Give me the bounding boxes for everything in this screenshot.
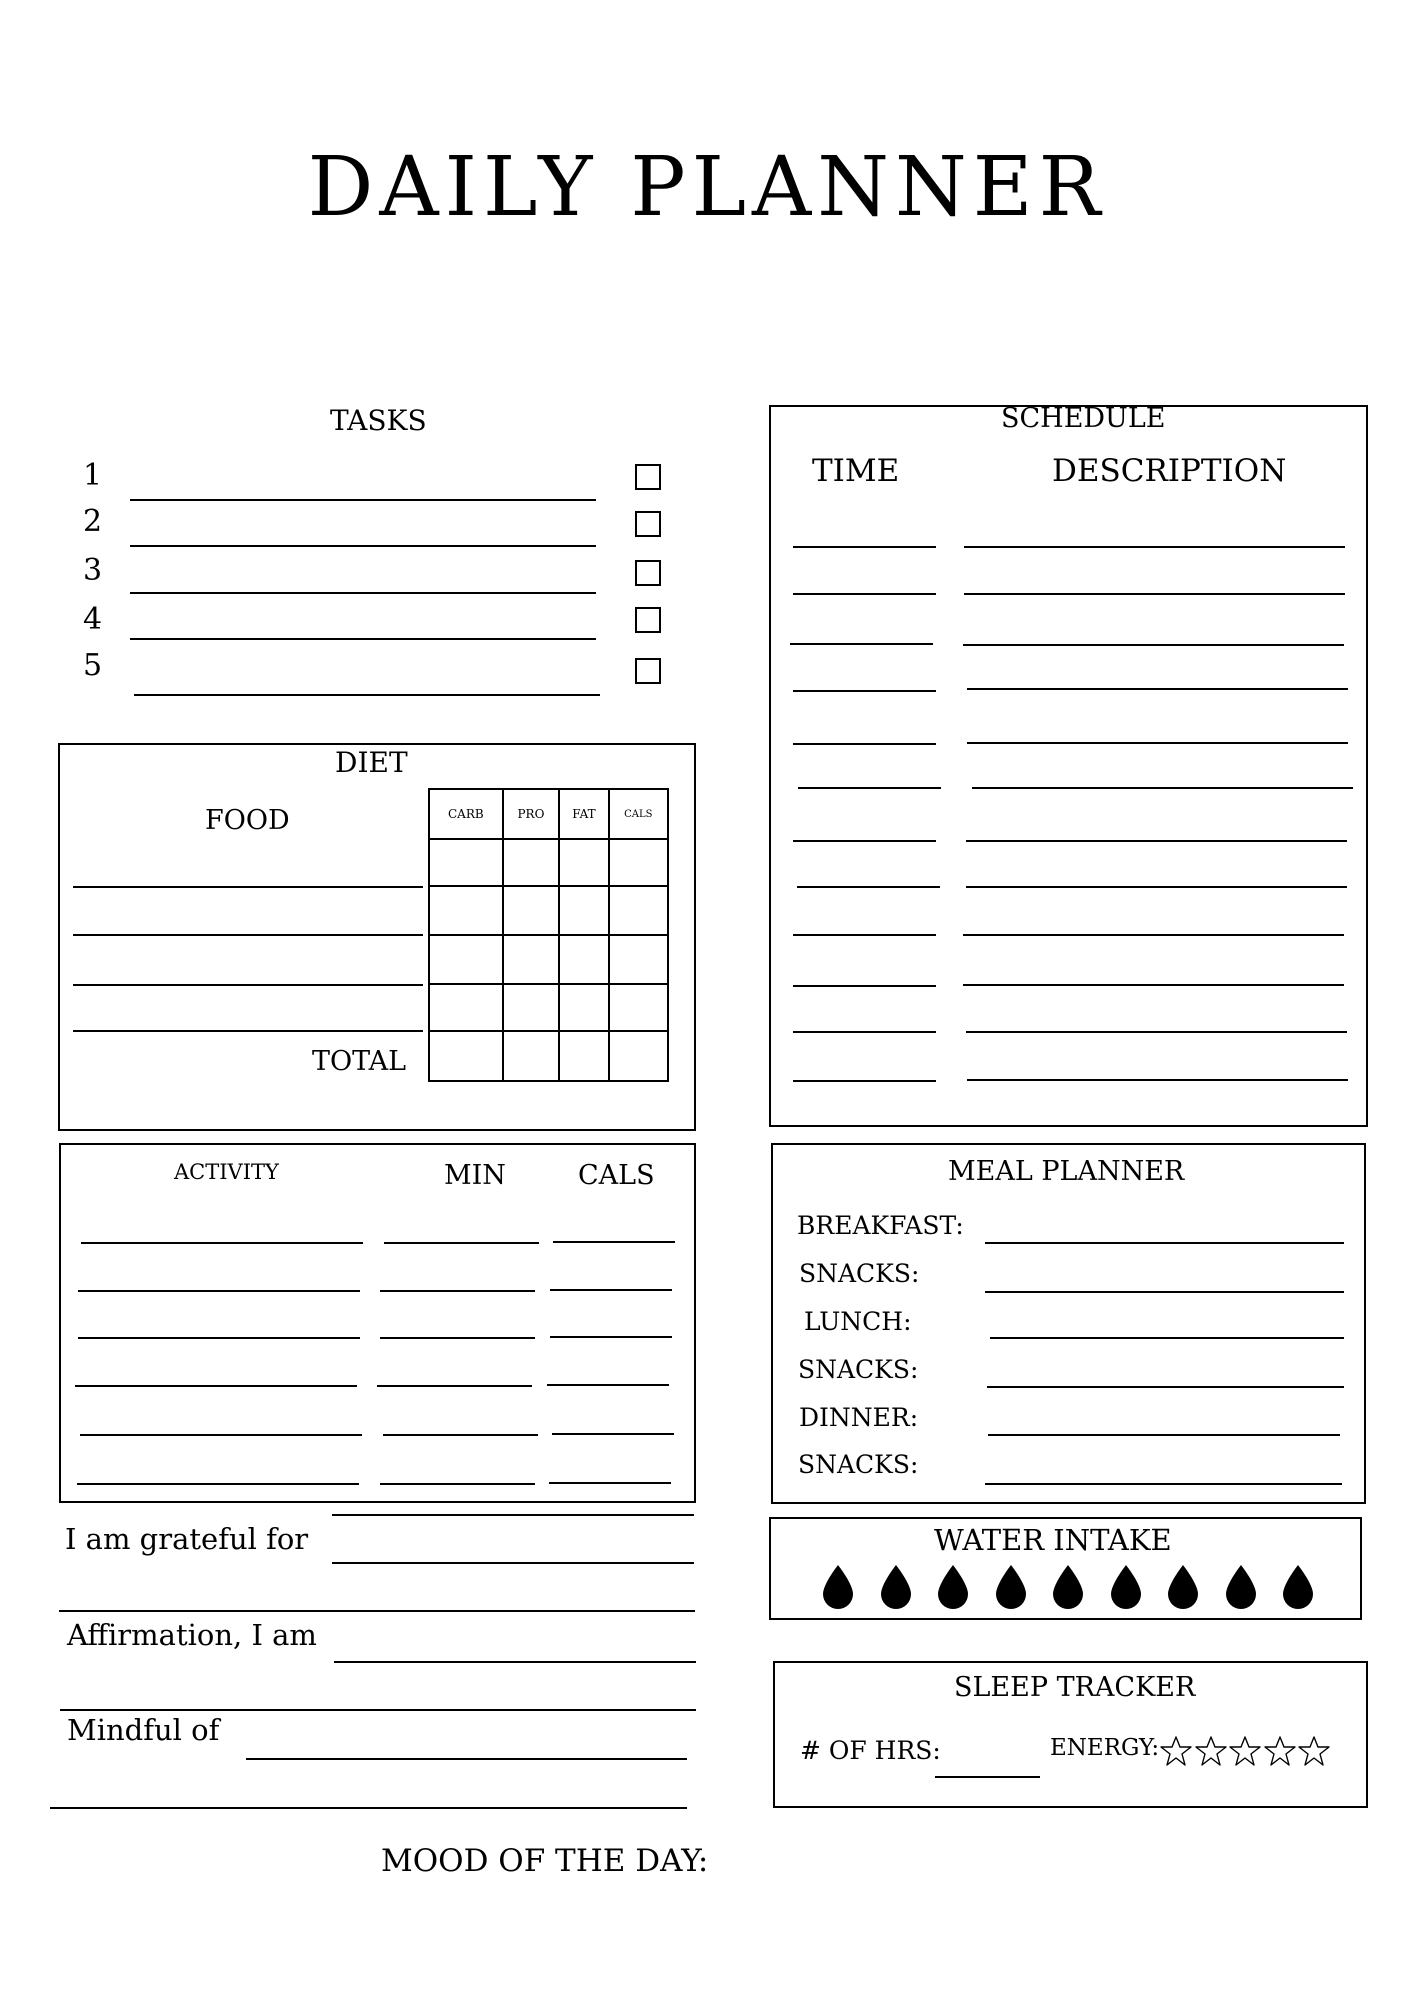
time-line[interactable]	[793, 840, 936, 842]
macro-cell[interactable]	[429, 984, 503, 1031]
description-line[interactable]	[967, 742, 1348, 744]
task-number: 3	[83, 553, 103, 588]
macro-cell[interactable]	[503, 839, 560, 886]
affirmation-line[interactable]	[60, 1709, 696, 1711]
macro-cell[interactable]	[609, 839, 668, 886]
tasks-heading: TASKS	[330, 404, 427, 437]
food-line[interactable]	[73, 984, 423, 986]
star-outline-icon[interactable]	[1298, 1735, 1330, 1771]
task-line[interactable]	[134, 694, 600, 696]
grateful-line[interactable]	[332, 1562, 694, 1564]
meal-label: DINNER:	[799, 1403, 919, 1432]
task-checkbox[interactable]	[635, 511, 661, 537]
macro-cell[interactable]	[429, 839, 503, 886]
sleep-tracker-heading: SLEEP TRACKER	[954, 1672, 1196, 1703]
macro-header-cell	[609, 789, 668, 839]
star-outline-icon[interactable]	[1160, 1735, 1192, 1771]
time-line[interactable]	[793, 934, 936, 936]
food-line[interactable]	[73, 886, 423, 888]
star-outline-icon[interactable]	[1195, 1735, 1227, 1771]
description-line[interactable]	[964, 593, 1345, 595]
description-line[interactable]	[966, 840, 1347, 842]
macro-cell[interactable]	[559, 984, 608, 1031]
pro-label: PRO	[517, 807, 545, 821]
time-line[interactable]	[793, 1080, 936, 1082]
time-line[interactable]	[793, 1031, 936, 1033]
task-checkbox[interactable]	[635, 658, 661, 684]
min-line[interactable]	[380, 1290, 535, 1292]
meal-planner-heading: MEAL PLANNER	[948, 1156, 1185, 1187]
description-line[interactable]	[963, 644, 1344, 646]
activity-line[interactable]	[75, 1385, 357, 1387]
activity-box	[59, 1143, 696, 1503]
time-line[interactable]	[790, 643, 933, 645]
time-line[interactable]	[793, 593, 936, 595]
schedule-box	[769, 405, 1368, 1127]
water-drop-icon[interactable]	[1109, 1564, 1143, 1614]
time-line[interactable]	[793, 546, 936, 548]
description-line[interactable]	[972, 787, 1353, 789]
task-line[interactable]	[130, 499, 596, 501]
mindful-label: Mindful of	[67, 1713, 220, 1747]
hours-line[interactable]	[935, 1776, 1040, 1778]
grateful-label: I am grateful for	[65, 1522, 309, 1556]
water-drop-icon[interactable]	[1281, 1564, 1315, 1614]
meal-line[interactable]	[985, 1483, 1342, 1485]
cals-label: CALS	[578, 1160, 655, 1191]
water-drop-icon[interactable]	[1166, 1564, 1200, 1614]
water-drop-icon[interactable]	[879, 1564, 913, 1614]
task-line[interactable]	[130, 638, 596, 640]
star-outline-icon[interactable]	[1229, 1735, 1261, 1771]
cals-line[interactable]	[552, 1433, 674, 1435]
macro-total-cell[interactable]	[429, 1031, 503, 1081]
description-line[interactable]	[963, 934, 1344, 936]
activity-line[interactable]	[80, 1434, 362, 1436]
min-line[interactable]	[383, 1434, 538, 1436]
time-line[interactable]	[797, 886, 940, 888]
page-title: DAILY PLANNER	[307, 140, 1107, 235]
meal-line[interactable]	[990, 1337, 1344, 1339]
activity-line[interactable]	[77, 1483, 359, 1485]
time-line[interactable]	[793, 985, 936, 987]
macro-cell[interactable]	[503, 984, 560, 1031]
macro-header-cell	[429, 789, 503, 839]
description-line[interactable]	[966, 1031, 1347, 1033]
task-number: 5	[83, 648, 103, 683]
water-drop-icon[interactable]	[994, 1564, 1028, 1614]
meal-line[interactable]	[985, 1242, 1344, 1244]
cals-label: CALS	[624, 808, 653, 820]
food-line[interactable]	[73, 1030, 423, 1032]
meal-label: BREAKFAST:	[797, 1211, 964, 1240]
macro-table	[428, 788, 669, 1082]
meal-label: LUNCH:	[804, 1307, 912, 1336]
cals-line[interactable]	[547, 1384, 669, 1386]
task-line[interactable]	[130, 592, 596, 594]
time-line[interactable]	[793, 690, 936, 692]
cals-line[interactable]	[550, 1336, 672, 1338]
cals-line[interactable]	[553, 1241, 675, 1243]
water-drop-icon[interactable]	[936, 1564, 970, 1614]
task-number: 4	[83, 602, 103, 637]
description-label: DESCRIPTION	[1052, 453, 1287, 489]
task-checkbox[interactable]	[635, 464, 661, 490]
macro-cell[interactable]	[609, 886, 668, 935]
time-line[interactable]	[798, 787, 941, 789]
meal-label: SNACKS:	[798, 1355, 919, 1384]
total-label: TOTAL	[312, 1046, 407, 1077]
grateful-line[interactable]	[332, 1514, 694, 1516]
task-number: 2	[83, 504, 103, 539]
min-line[interactable]	[380, 1337, 535, 1339]
mindful-line[interactable]	[50, 1807, 687, 1809]
min-line[interactable]	[377, 1385, 532, 1387]
task-checkbox[interactable]	[635, 607, 661, 633]
fat-label: FAT	[572, 807, 596, 821]
macro-cell[interactable]	[609, 984, 668, 1031]
diet-heading: DIET	[335, 746, 408, 779]
meal-line[interactable]	[985, 1291, 1344, 1293]
meal-label: SNACKS:	[798, 1450, 919, 1479]
description-line[interactable]	[967, 688, 1348, 690]
mindful-line[interactable]	[246, 1758, 687, 1760]
macro-total-cell[interactable]	[503, 1031, 560, 1081]
task-line[interactable]	[130, 545, 596, 547]
cals-line[interactable]	[549, 1482, 671, 1484]
water-drop-icon[interactable]	[821, 1564, 855, 1614]
energy-label: ENERGY:	[1050, 1735, 1160, 1761]
min-line[interactable]	[384, 1242, 539, 1244]
grateful-line[interactable]	[59, 1610, 695, 1612]
activity-line[interactable]	[81, 1242, 363, 1244]
macro-cell[interactable]	[559, 935, 608, 984]
macro-cell[interactable]	[559, 886, 608, 935]
meal-label: SNACKS:	[799, 1259, 920, 1288]
star-outline-icon[interactable]	[1264, 1735, 1296, 1771]
food-line[interactable]	[73, 934, 423, 936]
food-label: FOOD	[205, 805, 290, 836]
task-checkbox[interactable]	[635, 560, 661, 586]
cals-line[interactable]	[550, 1289, 672, 1291]
affirmation-label: Affirmation, I am	[67, 1618, 317, 1652]
macro-cell[interactable]	[429, 935, 503, 984]
description-line[interactable]	[964, 546, 1345, 548]
macro-header-cell	[559, 789, 608, 839]
meal-line[interactable]	[987, 1386, 1344, 1388]
macro-cell[interactable]	[429, 886, 503, 935]
time-label: TIME	[812, 453, 900, 489]
task-number: 1	[83, 458, 103, 493]
water-drop-icon[interactable]	[1051, 1564, 1085, 1614]
macro-cell[interactable]	[503, 886, 560, 935]
water-drop-icon[interactable]	[1224, 1564, 1258, 1614]
macro-cell[interactable]	[503, 935, 560, 984]
description-line[interactable]	[966, 886, 1347, 888]
time-line[interactable]	[793, 743, 936, 745]
activity-line[interactable]	[78, 1290, 360, 1292]
mood-label: MOOD OF THE DAY:	[381, 1843, 709, 1879]
activity-line[interactable]	[78, 1337, 360, 1339]
macro-total-cell[interactable]	[559, 1031, 608, 1081]
min-label: MIN	[444, 1160, 506, 1191]
carb-label: CARB	[447, 807, 484, 821]
schedule-heading: SCHEDULE	[1001, 403, 1166, 434]
description-line[interactable]	[963, 984, 1344, 986]
hours-label: # OF HRS:	[800, 1736, 941, 1765]
affirmation-line[interactable]	[334, 1661, 696, 1663]
macro-header-cell	[503, 789, 560, 839]
activity-label: ACTIVITY	[174, 1160, 279, 1184]
description-line[interactable]	[967, 1079, 1348, 1081]
water-intake-heading: WATER INTAKE	[934, 1523, 1172, 1557]
meal-line[interactable]	[988, 1434, 1340, 1436]
macro-cell[interactable]	[559, 839, 608, 886]
macro-total-cell[interactable]	[609, 1031, 668, 1081]
min-line[interactable]	[380, 1483, 535, 1485]
macro-cell[interactable]	[609, 935, 668, 984]
